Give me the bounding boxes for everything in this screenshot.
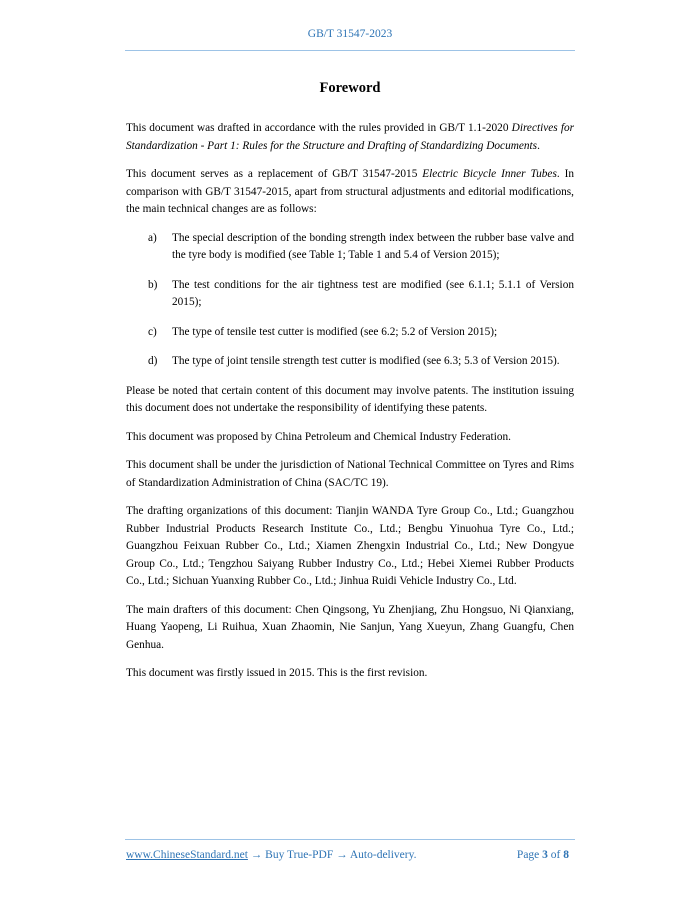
- header-divider: [125, 50, 575, 51]
- paragraph-drafting-rules: This document was drafted in accordance with the rules provided in GB/T 1.1-2020 Directives for Standardization - Part 1: Rules for the Structure and Drafting of Standardizing Documents.: [126, 122, 575, 152]
- paragraph-replacement: This document serves as a replacement of GB/T 31547-2015 Electric Bicycle Inner Tubes. In comparison with GB/T 31547-2015, apart from structural adjustments and editorial modifications, the main technical changes are as follows:: [126, 168, 574, 215]
- footer-promo: [126, 849, 417, 861]
- page-number: [517, 849, 569, 861]
- page-header: GB/T 31547-2023: [307, 28, 393, 40]
- paragraph-issue-history: This document was firstly issued in 2015. This is the first revision.: [126, 667, 428, 679]
- website-link[interactable]: www.ChineseStandard.net: [126, 849, 248, 861]
- page-current: 3: [542, 849, 548, 861]
- list-item: d) The type of joint tensile strength test cutter is modified (see 6.3; 5.3 of Version 2015).: [148, 355, 560, 367]
- paragraph-drafting-organizations: The drafting organizations of this document: Tianjin WANDA Tyre Group Co., Ltd.; Guangzhou Rubber Industrial Products Research Institute Co., Ltd.; Bengbu Yinuohua Tyre Co., Ltd.; Guangzhou Feixuan Rubber Co., Ltd.; Xiamen Zhengxin Industrial Co., Ltd.; New Dongyue Group Co., Ltd.; Tengzhou Saiyang Rubber Industry Co., Ltd.; Hebei Xiemei Rubber Products Co., Ltd.; Sichuan Yuanxing Rubber Co., Ltd.; Jinhua Ruidi Vehicle Industry Co., Ltd.: [126, 505, 574, 587]
- page-total: 8: [563, 849, 569, 861]
- of-label: of: [550, 849, 561, 861]
- list-item: c) The type of tensile test cutter is modified (see 6.2; 5.2 of Version 2015);: [148, 325, 498, 338]
- document-body: [126, 120, 574, 694]
- list-item: a) The special description of the bonding strength index between the rubber base valve and the tyre body is modified (see Table 1; Table 1 and 5.4 of Version 2015);: [148, 231, 574, 261]
- paragraph-patents: Please be noted that certain content of this document may involve patents. The institution issuing this document does not undertake the responsibility of identifying these patents.: [126, 384, 574, 414]
- paragraph-drafters: The main drafters of this document: Chen Qingsong, Yu Zhenjiang, Zhu Hongsuo, Ni Qianxiang, Huang Yaopeng, Li Ruihua, Xuan Zhaomin, Nie Sanjun, Yang Xueyun, Zhang Guangfu, Chen Genhua.: [126, 603, 574, 651]
- arrow-right-icon: →: [336, 849, 348, 861]
- list-item: b) The test conditions for the air tightness test are modified (see 6.1.1; 5.1.1 of Version 2015);: [148, 278, 574, 308]
- paragraph-jurisdiction: This document shall be under the jurisdiction of National Technical Committee on Tyres and Rims of Standardization Administration of China (SAC/TC 19).: [126, 459, 574, 489]
- arrow-right-icon: →: [250, 849, 263, 861]
- paragraph-proposed-by: This document was proposed by China Petroleum and Chemical Industry Federation.: [126, 430, 511, 443]
- page-title: Foreword: [319, 80, 381, 96]
- page-label: Page: [516, 849, 540, 861]
- changes-list: [126, 230, 574, 371]
- auto-delivery-text: Auto-delivery.: [349, 849, 417, 861]
- buy-pdf-text: Buy True-PDF: [265, 849, 334, 861]
- footer-divider: [125, 839, 575, 840]
